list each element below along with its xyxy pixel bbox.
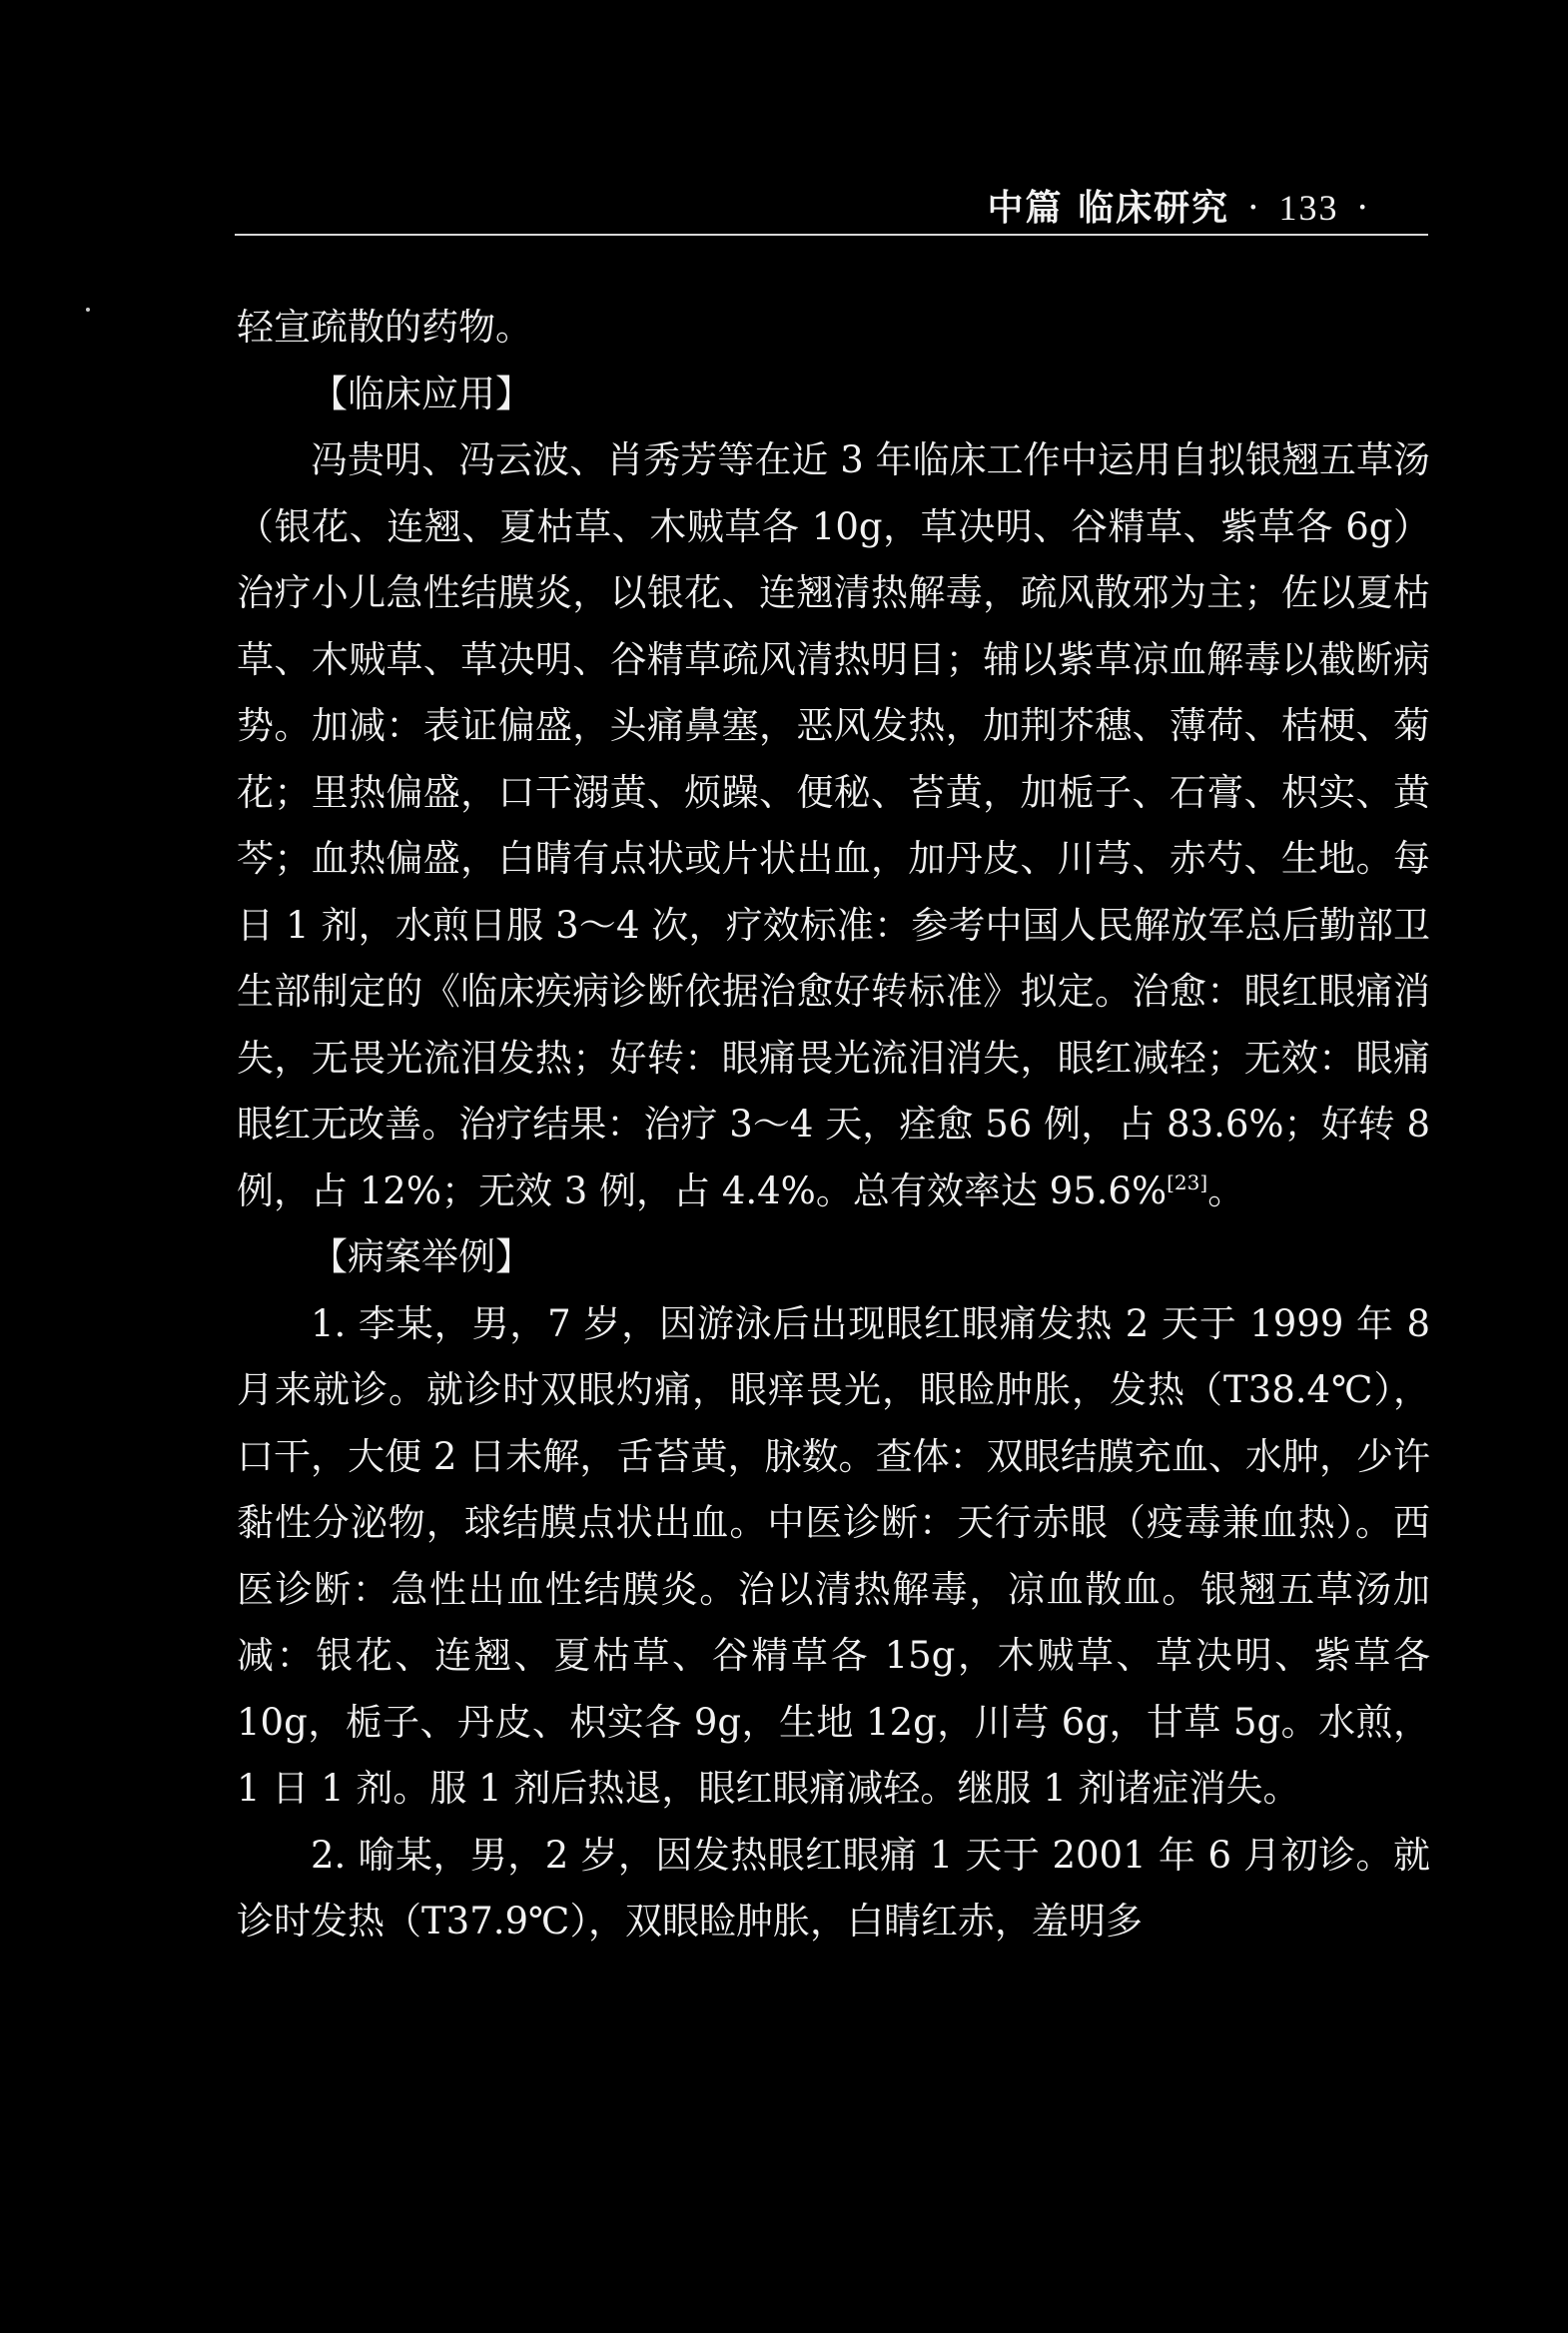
citation-ref: [23] bbox=[1167, 1169, 1208, 1194]
separator-dot: · bbox=[1356, 188, 1370, 229]
section-heading-clinical-application: 【临床应用】 bbox=[311, 372, 532, 415]
page-number: 133 bbox=[1278, 188, 1339, 228]
paragraph-text: 冯贵明、冯云波、肖秀芳等在近 3 年临床工作中运用自拟银翘五草汤（银花、连翘、夏枯草、木贼草各 10g，草决明、谷精草、紫草各 6g）治疗小儿急性结膜炎，以银花、连翘清热解毒，疏风散邪为主；佐以夏枯草、木贼草、草决明、谷精草疏风清热明目；辅以紫草凉血解毒以截断病势。加减：表证偏盛，头痛鼻塞，恶风发热，加荆芥穗、薄荷、桔梗、菊花；里热偏盛，口干溺黄、烦躁、便秘、苔黄，加栀子、石膏、枳实、黄芩；血热偏盛，白睛有点状或片状出血，加丹皮、川芎、赤芍、生地。每日 1 剂，水煎日服 3～4 次，疗效标准：参考中国人民解放军总后勤部卫生部制定的《临床疾病诊断依据治愈好转标准》拟定。治愈：眼红眼痛消失，无畏光流泪发热；好转：眼痛畏光流泪消失，眼红减轻；无效：眼痛眼红无改善。治疗结果：治疗 3～4 天，痊愈 56 例，占 83.6%；好转 8 例，占 12%；无效 3 例，占 4.4%。总有效率达 95.6% bbox=[237, 438, 1430, 1212]
scan-speck bbox=[86, 308, 90, 312]
paragraph-case-1: 1. 李某，男，7 岁，因游泳后出现眼红眼痛发热 2 天于 1999 年 8 月来就诊。就诊时双眼灼痛，眼痒畏光，眼睑肿胀，发热（T38.4℃），口干，大便 2 日未解，舌苔黄，脉数。查体：双眼结膜充血、水肿，少许黏性分泌物，球结膜点状出血。中医诊断：天行赤眼（疫毒兼血热）。西医诊断：急性出血性结膜炎。治以清热解毒，凉血散血。银翘五草汤加减：银花、连翘、夏枯草、谷精草各 15g，木贼草、草决明、紫草各 10g，栀子、丹皮、枳实各 9g，生地 12g，川芎 6g，甘草 5g。水煎，1 日 1 剂。服 1 剂后热退，眼红眼痛减轻。继服 1 剂诸症消失。 bbox=[237, 1301, 1430, 1810]
page-header bbox=[235, 182, 1428, 236]
paragraph-case-2: 2. 喻某，男，2 岁，因发热眼红眼痛 1 天于 2001 年 6 月初诊。就诊时发热（T37.9℃），双眼睑肿胀，白睛红赤，羞明多 bbox=[237, 1833, 1430, 1943]
separator-dot: · bbox=[1247, 188, 1261, 229]
body-text bbox=[237, 295, 1430, 1955]
paragraph-clinical-application bbox=[237, 427, 1430, 1224]
paragraph-continuation: 轻宣疏散的药物。 bbox=[237, 306, 532, 349]
paragraph-end: 。 bbox=[1207, 1168, 1245, 1212]
running-head bbox=[988, 182, 1388, 235]
section-heading-case-examples: 【病案举例】 bbox=[311, 1235, 532, 1278]
running-head-title: 中篇 临床研究 bbox=[987, 187, 1230, 229]
